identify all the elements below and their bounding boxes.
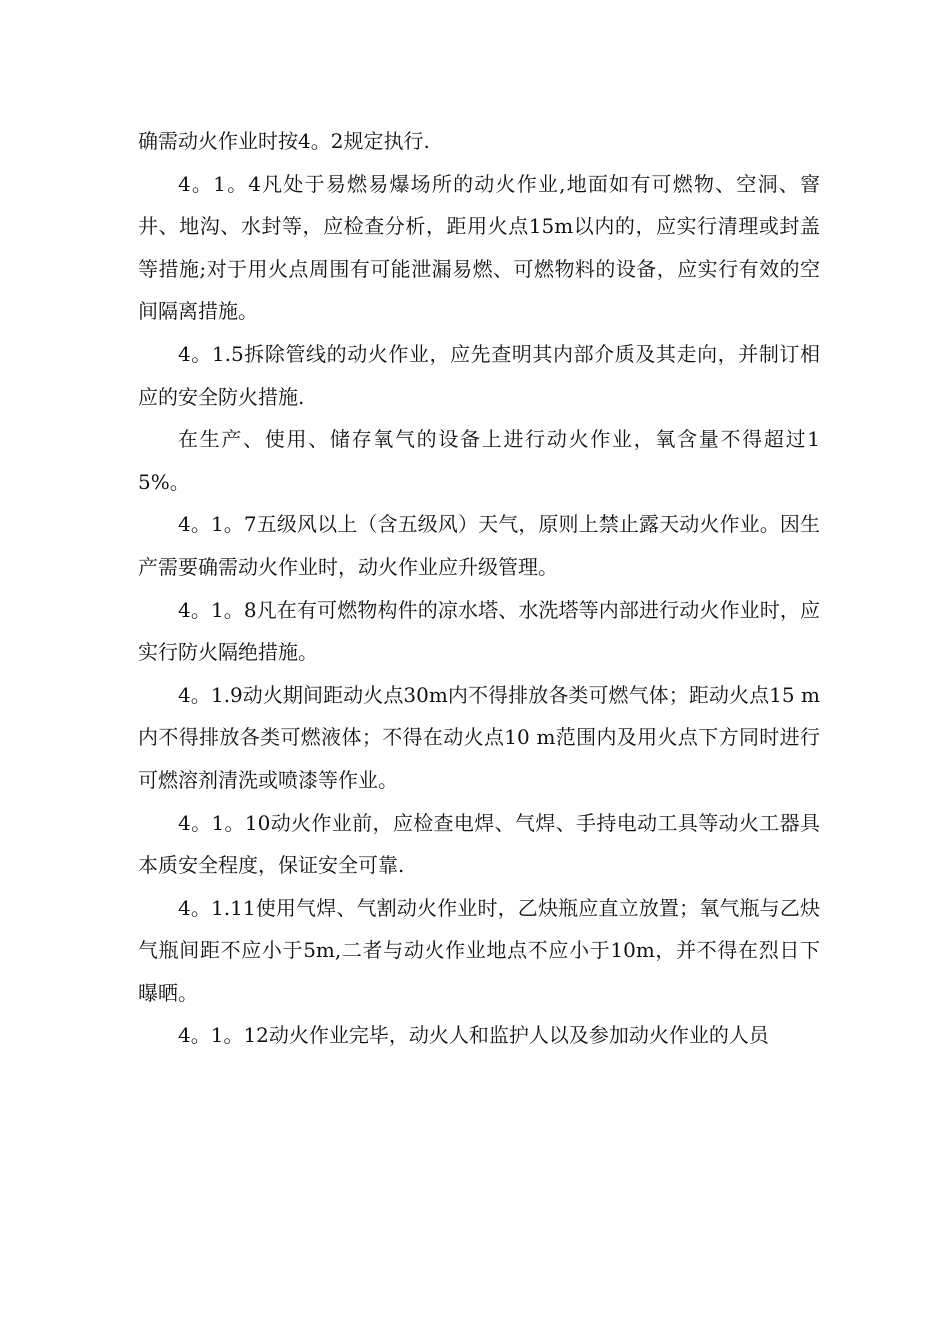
paragraph-4-1-9: 4。1.9动火期间距动火点30m内不得排放各类可燃气体；距动火点15 m内不得排放各类可燃液体；不得在动火点10 m范围内及用火点下方同时进行可燃溶剂清洗或喷漆等作业。 [138, 682, 820, 792]
paragraph-4-1-8: 4。1。8凡在有可燃物构件的凉水塔、水洗塔等内部进行动火作业时，应实行防火隔绝措施。 [138, 597, 820, 665]
paragraph-4-1-5: 4。1.5拆除管线的动火作业，应先查明其内部介质及其走向，并制订相应的安全防火措施. [138, 341, 820, 409]
paragraph-4-1-10: 4。1。10动火作业前，应检查电焊、气焊、手持电动工具等动火工器具本质安全程度，保证安全可靠. [138, 810, 820, 878]
paragraph-4-1-4: 4。1。4凡处于易燃易爆场所的动火作业,地面如有可燃物、空洞、窨井、地沟、水封等，应检查分析，距用火点15m以内的，应实行清理或封盖等措施;对于用火点周围有可能泄漏易燃、可燃物料的设备，应实行有效的空间隔离措施。 [138, 171, 820, 324]
paragraph-continuation: 确需动火作业时按4。2规定执行. [138, 129, 430, 153]
paragraph-4-1-11: 4。1.11使用气焊、气割动火作业时，乙炔瓶应直立放置；氧气瓶与乙炔气瓶间距不应小于5m,二者与动火作业地点不应小于10m，并不得在烈日下曝晒。 [138, 895, 820, 1005]
paragraph-4-1-12: 4。1。12动火作业完毕，动火人和监护人以及参加动火作业的人员 [178, 1023, 769, 1048]
paragraph-4-1-7: 4。1。7五级风以上（含五级风）天气，原则上禁止露天动火作业。因生产需要确需动火作业时，动火作业应升级管理。 [138, 512, 820, 579]
paragraph-oxygen-content: 在生产、使用、储存氧气的设备上进行动火作业，氧含量不得超过15%。 [138, 427, 820, 494]
document-body [138, 120, 820, 1057]
